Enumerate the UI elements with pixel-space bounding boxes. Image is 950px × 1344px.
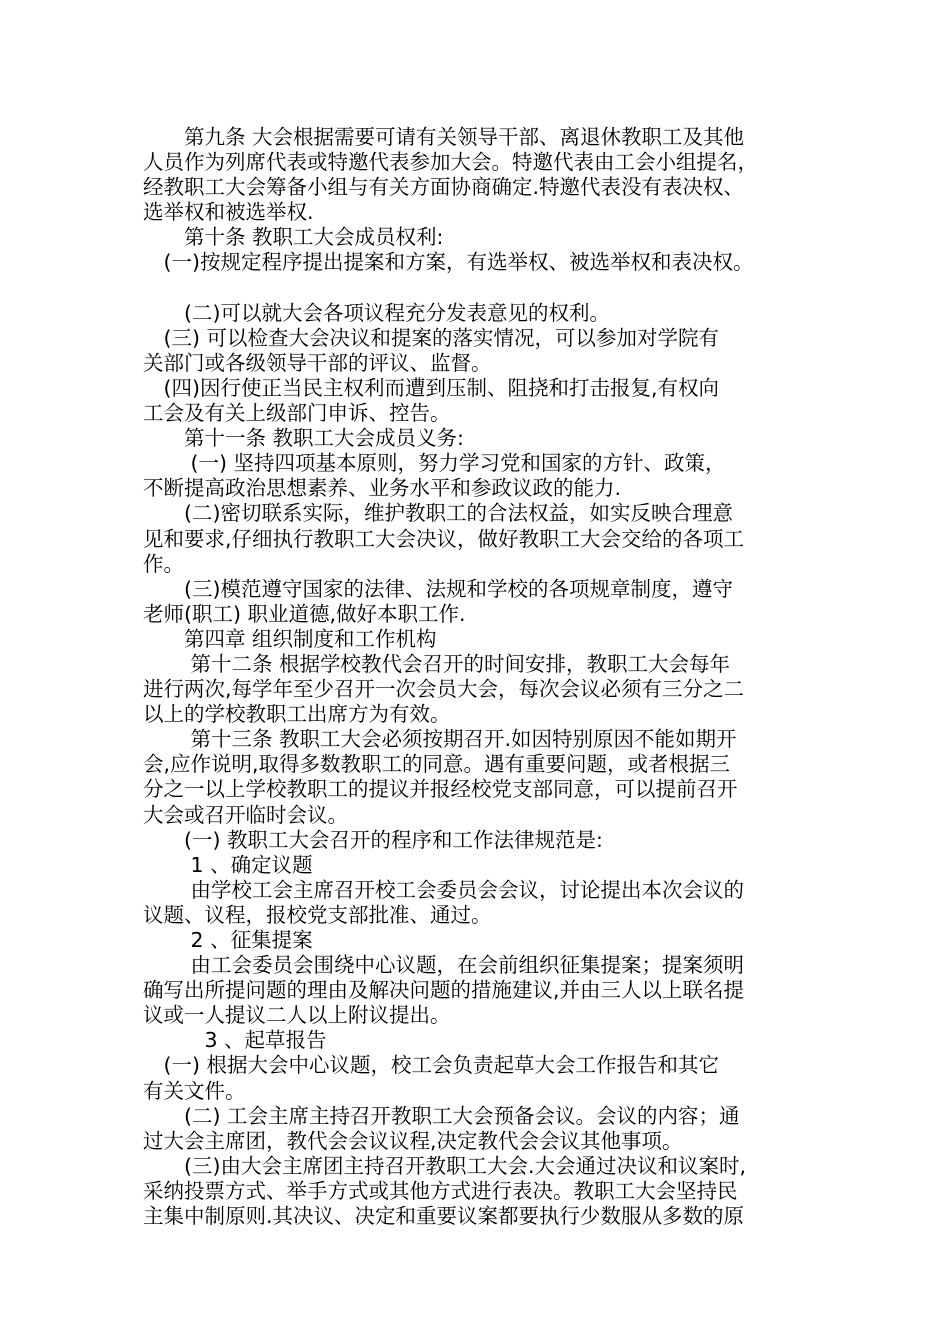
blank-line [143, 276, 823, 301]
text-line: 第十一条 教职工大会成员义务: [143, 426, 464, 451]
text-line: 大会或召开临时会议。 [143, 802, 348, 827]
text-line: 第九条 大会根据需要可请有关领导干部、离退休教职工及其他 [143, 125, 745, 149]
text-line: 老师(职工) 职业道德,做好本职工作. [143, 601, 466, 626]
text-line: 会,应作说明,取得多数教职工的同意。遇有重要问题，或者根据三 [143, 752, 731, 777]
text-line: 有关文件。 [143, 1078, 246, 1103]
text-line: (二)可以就大会各项议程充分发表意见的权利。 [143, 300, 610, 325]
text-line: 经教职工大会筹备小组与有关方面协商确定.特邀代表没有表决权、 [143, 175, 745, 200]
text-line: 工会及有关上级部门申诉、控告。 [143, 401, 451, 426]
text-line: 第十三条 教职工大会必须按期召开.如因特别原因不能如期开 [143, 727, 737, 752]
text-line: 见和要求,仔细执行教职工大会决议，做好教职工大会交给的各项工 [143, 526, 745, 551]
text-line: 1 、确定议题 [143, 852, 313, 877]
text-line: 3 、起草报告 [143, 1028, 327, 1053]
text-line: 人员作为列席代表或特邀代表参加大会。特邀代表由工会小组提名， [143, 150, 758, 175]
text-line: 关部门或各级领导干部的评议、监督。 [143, 350, 492, 375]
text-line: (三)由大会主席团主持召开教职工大会.大会通过决议和议案时, [143, 1153, 747, 1178]
text-line: (三) 可以检查大会决议和提案的落实情况，可以参加对学院有 [143, 325, 720, 350]
text-line: 不断提高政治思想素养、业务水平和参政议政的能力. [143, 476, 622, 501]
text-line: (二)密切联系实际，维护教职工的合法权益，如实反映合理意 [143, 501, 733, 526]
text-line: (一) 根据大会中心议题，校工会负责起草大会工作报告和其它 [143, 1053, 720, 1078]
text-line: 确写出所提问题的理由及解决问题的措施建议,并由三人以上联名提 [143, 978, 745, 1003]
document-body [143, 125, 823, 1229]
chapter-heading: 第四章 组织制度和工作机构 [143, 626, 437, 651]
text-line: (三)模范遵守国家的法律、法规和学校的各项规章制度，遵守 [143, 576, 733, 601]
text-line: 由工会委员会围绕中心议题，在会前组织征集提案；提案须明 [143, 953, 745, 978]
text-line: (四)因行使正当民主权利而遭到压制、阻挠和打击报复,有权向 [143, 375, 720, 400]
text-line: 议或一人提议二人以上附议提出。 [143, 1003, 451, 1028]
text-line: 采纳投票方式、举手方式或其他方式进行表决。教职工大会坚持民 [143, 1178, 738, 1203]
text-line: (一) 坚持四项基本原则，努力学习党和国家的方针、政策， [143, 451, 726, 476]
text-line: (一)按规定程序提出提案和方案，有选举权、被选举权和表决权。 [143, 250, 754, 275]
text-line: 主集中制原则.其决议、决定和重要议案都要执行少数服从多数的原 [143, 1204, 745, 1229]
text-line: 2 、征集提案 [143, 928, 313, 952]
text-line: 议题、议程，报校党支部批准、通过。 [143, 902, 492, 927]
text-line: (二) 工会主席主持召开教职工大会预备会议。会议的内容；通 [143, 1103, 740, 1128]
text-line: 过大会主席团，教代会会议议程,决定教代会会议其他事项。 [143, 1128, 683, 1153]
text-line: 由学校工会主席召开校工会委员会会议，讨论提出本次会议的 [143, 877, 745, 902]
text-line: 选举权和被选举权. [143, 200, 314, 225]
text-line: 以上的学校教职工出席方为有效。 [143, 702, 451, 727]
text-line: 第十二条 根据学校教代会召开的时间安排，教职工大会每年 [143, 651, 731, 676]
text-line: 进行两次,每学年至少召开一次会员大会，每次会议必须有三分之二 [143, 677, 745, 702]
text-line: 第十条 教职工大会成员权利: [143, 225, 444, 250]
text-line: (一) 教职工大会召开的程序和工作法律规范是: [143, 827, 603, 852]
text-line: 作。 [143, 551, 184, 576]
text-line: 分之一以上学校教职工的提议并报经校党支部同意，可以提前召开 [143, 777, 738, 802]
